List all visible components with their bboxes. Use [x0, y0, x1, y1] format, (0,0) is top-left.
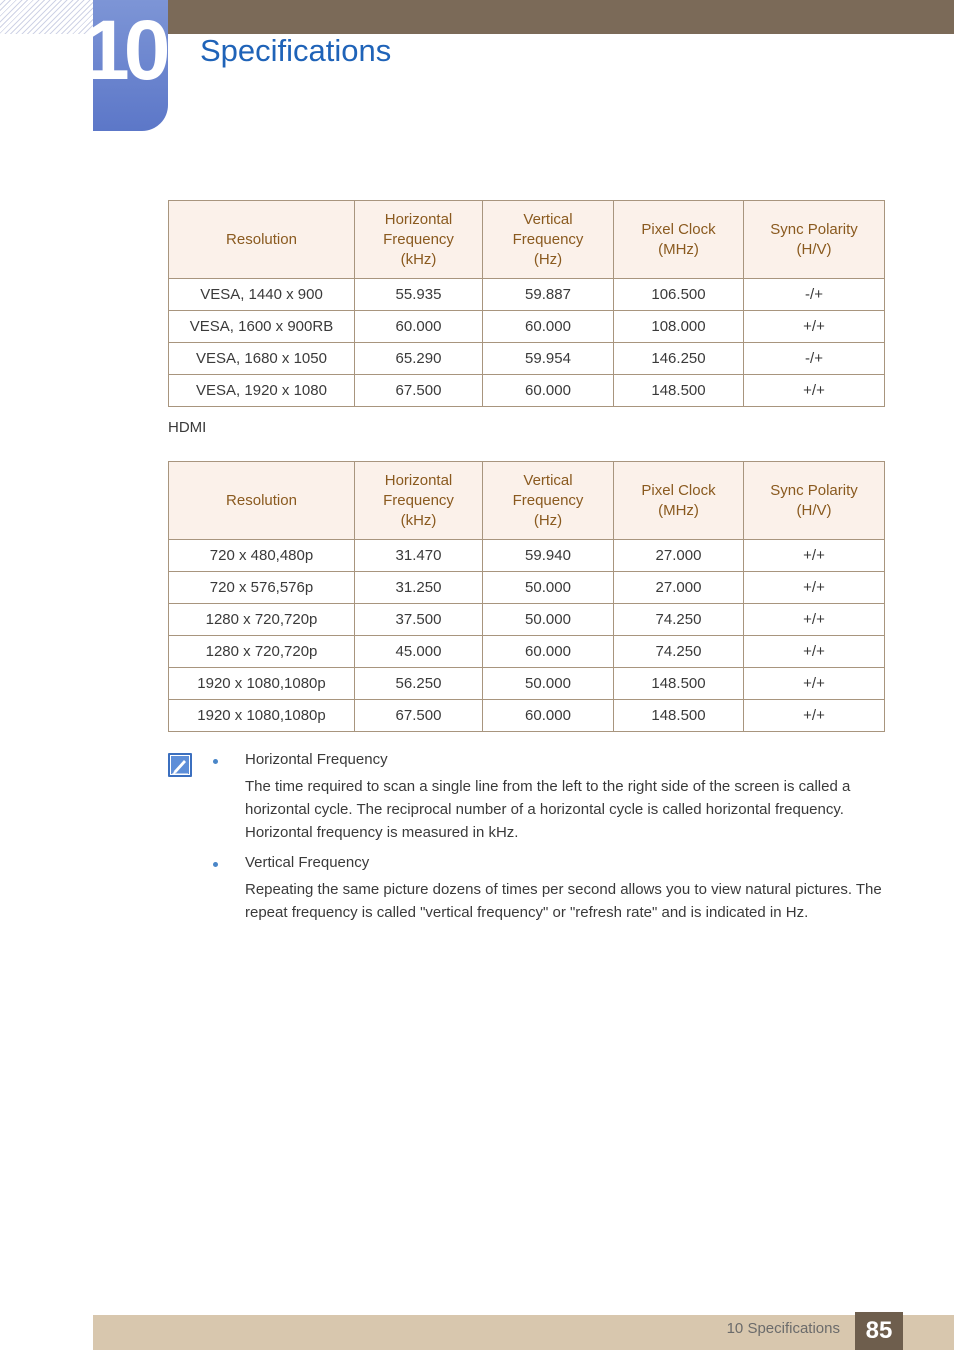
cell-resolution: 720 x 576,576p — [169, 572, 355, 604]
header-resolution: Resolution — [169, 462, 355, 540]
cell-horizontal-frequency: 55.935 — [355, 279, 483, 311]
table-row — [169, 604, 885, 636]
cell-pixel-clock: 108.000 — [614, 311, 744, 343]
cell-resolution: 1920 x 1080,1080p — [169, 700, 355, 732]
header-horizontal-frequency: Horizontal Frequency (kHz) — [355, 201, 483, 279]
table-row — [169, 540, 885, 572]
cell-resolution: VESA, 1600 x 900RB — [169, 311, 355, 343]
cell-resolution: 1920 x 1080,1080p — [169, 668, 355, 700]
cell-sync-polarity: +/+ — [744, 700, 885, 732]
table-row — [169, 668, 885, 700]
cell-horizontal-frequency: 45.000 — [355, 636, 483, 668]
cell-sync-polarity: +/+ — [744, 604, 885, 636]
cell-sync-polarity: +/+ — [744, 311, 885, 343]
page-title: Specifications — [200, 33, 392, 68]
chapter-tab — [83, 0, 168, 131]
cell-vertical-frequency: 50.000 — [483, 668, 614, 700]
cell-resolution: 1280 x 720,720p — [169, 604, 355, 636]
table-header-row — [169, 462, 885, 540]
cell-vertical-frequency: 59.940 — [483, 540, 614, 572]
cell-resolution: VESA, 1920 x 1080 — [169, 375, 355, 407]
cell-pixel-clock: 148.500 — [614, 375, 744, 407]
bullet-dot — [213, 862, 218, 867]
cell-horizontal-frequency: 31.250 — [355, 572, 483, 604]
cell-pixel-clock: 148.500 — [614, 700, 744, 732]
cell-vertical-frequency: 60.000 — [483, 636, 614, 668]
cell-horizontal-frequency: 67.500 — [355, 700, 483, 732]
cell-horizontal-frequency: 37.500 — [355, 604, 483, 636]
cell-resolution: 1280 x 720,720p — [169, 636, 355, 668]
spec-table-hdmi — [168, 461, 885, 732]
cell-resolution: 720 x 480,480p — [169, 540, 355, 572]
cell-pixel-clock: 74.250 — [614, 604, 744, 636]
note-pencil-icon — [168, 753, 192, 777]
decorative-hatch — [0, 0, 93, 34]
bullet-dot — [213, 759, 218, 764]
cell-sync-polarity: +/+ — [744, 540, 885, 572]
cell-vertical-frequency: 60.000 — [483, 700, 614, 732]
cell-sync-polarity: -/+ — [744, 279, 885, 311]
table-row — [169, 343, 885, 375]
header-sync-polarity: Sync Polarity (H/V) — [744, 201, 885, 279]
header-vertical-frequency: Vertical Frequency (Hz) — [483, 462, 614, 540]
cell-horizontal-frequency: 65.290 — [355, 343, 483, 375]
table-row — [169, 375, 885, 407]
header-pixel-clock: Pixel Clock (MHz) — [614, 201, 744, 279]
cell-resolution: VESA, 1440 x 900 — [169, 279, 355, 311]
cell-vertical-frequency: 59.954 — [483, 343, 614, 375]
cell-horizontal-frequency: 67.500 — [355, 375, 483, 407]
cell-pixel-clock: 106.500 — [614, 279, 744, 311]
cell-horizontal-frequency: 31.470 — [355, 540, 483, 572]
table-row — [169, 279, 885, 311]
cell-sync-polarity: +/+ — [744, 375, 885, 407]
spec-table-vesa — [168, 200, 885, 407]
cell-sync-polarity: -/+ — [744, 343, 885, 375]
cell-vertical-frequency: 60.000 — [483, 311, 614, 343]
note-title-horizontal-frequency: Horizontal Frequency — [245, 751, 388, 768]
header-pixel-clock: Pixel Clock (MHz) — [614, 462, 744, 540]
cell-horizontal-frequency: 56.250 — [355, 668, 483, 700]
note-body-vertical-frequency: Repeating the same picture dozens of times per second allows you to view natural pictures. The repeat frequency is called "vertical frequency" or "refresh rate" and is indicated in Hz. — [245, 881, 882, 921]
chapter-number: 10 — [83, 3, 165, 97]
cell-resolution: VESA, 1680 x 1050 — [169, 343, 355, 375]
cell-pixel-clock: 148.500 — [614, 668, 744, 700]
note-body-horizontal-frequency: The time required to scan a single line from the left to the right side of the screen is called a horizontal cycle. The reciprocal number of a horizontal cycle is called horizontal frequency. Horizontal frequency is measured in kHz. — [245, 778, 851, 841]
table-row — [169, 700, 885, 732]
cell-pixel-clock: 27.000 — [614, 540, 744, 572]
page-number: 85 — [855, 1312, 903, 1350]
cell-sync-polarity: +/+ — [744, 572, 885, 604]
header-horizontal-frequency: Horizontal Frequency (kHz) — [355, 462, 483, 540]
table-row — [169, 636, 885, 668]
cell-pixel-clock: 74.250 — [614, 636, 744, 668]
top-bar — [168, 0, 954, 34]
cell-vertical-frequency: 59.887 — [483, 279, 614, 311]
section-label-hdmi: HDMI — [168, 419, 207, 436]
cell-vertical-frequency: 60.000 — [483, 375, 614, 407]
cell-sync-polarity: +/+ — [744, 668, 885, 700]
cell-vertical-frequency: 50.000 — [483, 572, 614, 604]
footer-section-label: 10 Specifications — [726, 1320, 840, 1337]
cell-sync-polarity: +/+ — [744, 636, 885, 668]
cell-vertical-frequency: 50.000 — [483, 604, 614, 636]
header-sync-polarity: Sync Polarity (H/V) — [744, 462, 885, 540]
table-row — [169, 311, 885, 343]
note-title-vertical-frequency: Vertical Frequency — [245, 854, 370, 871]
cell-pixel-clock: 146.250 — [614, 343, 744, 375]
header-vertical-frequency: Vertical Frequency (Hz) — [483, 201, 614, 279]
table-header-row — [169, 201, 885, 279]
header-resolution: Resolution — [169, 201, 355, 279]
cell-pixel-clock: 27.000 — [614, 572, 744, 604]
cell-horizontal-frequency: 60.000 — [355, 311, 483, 343]
table-row — [169, 572, 885, 604]
